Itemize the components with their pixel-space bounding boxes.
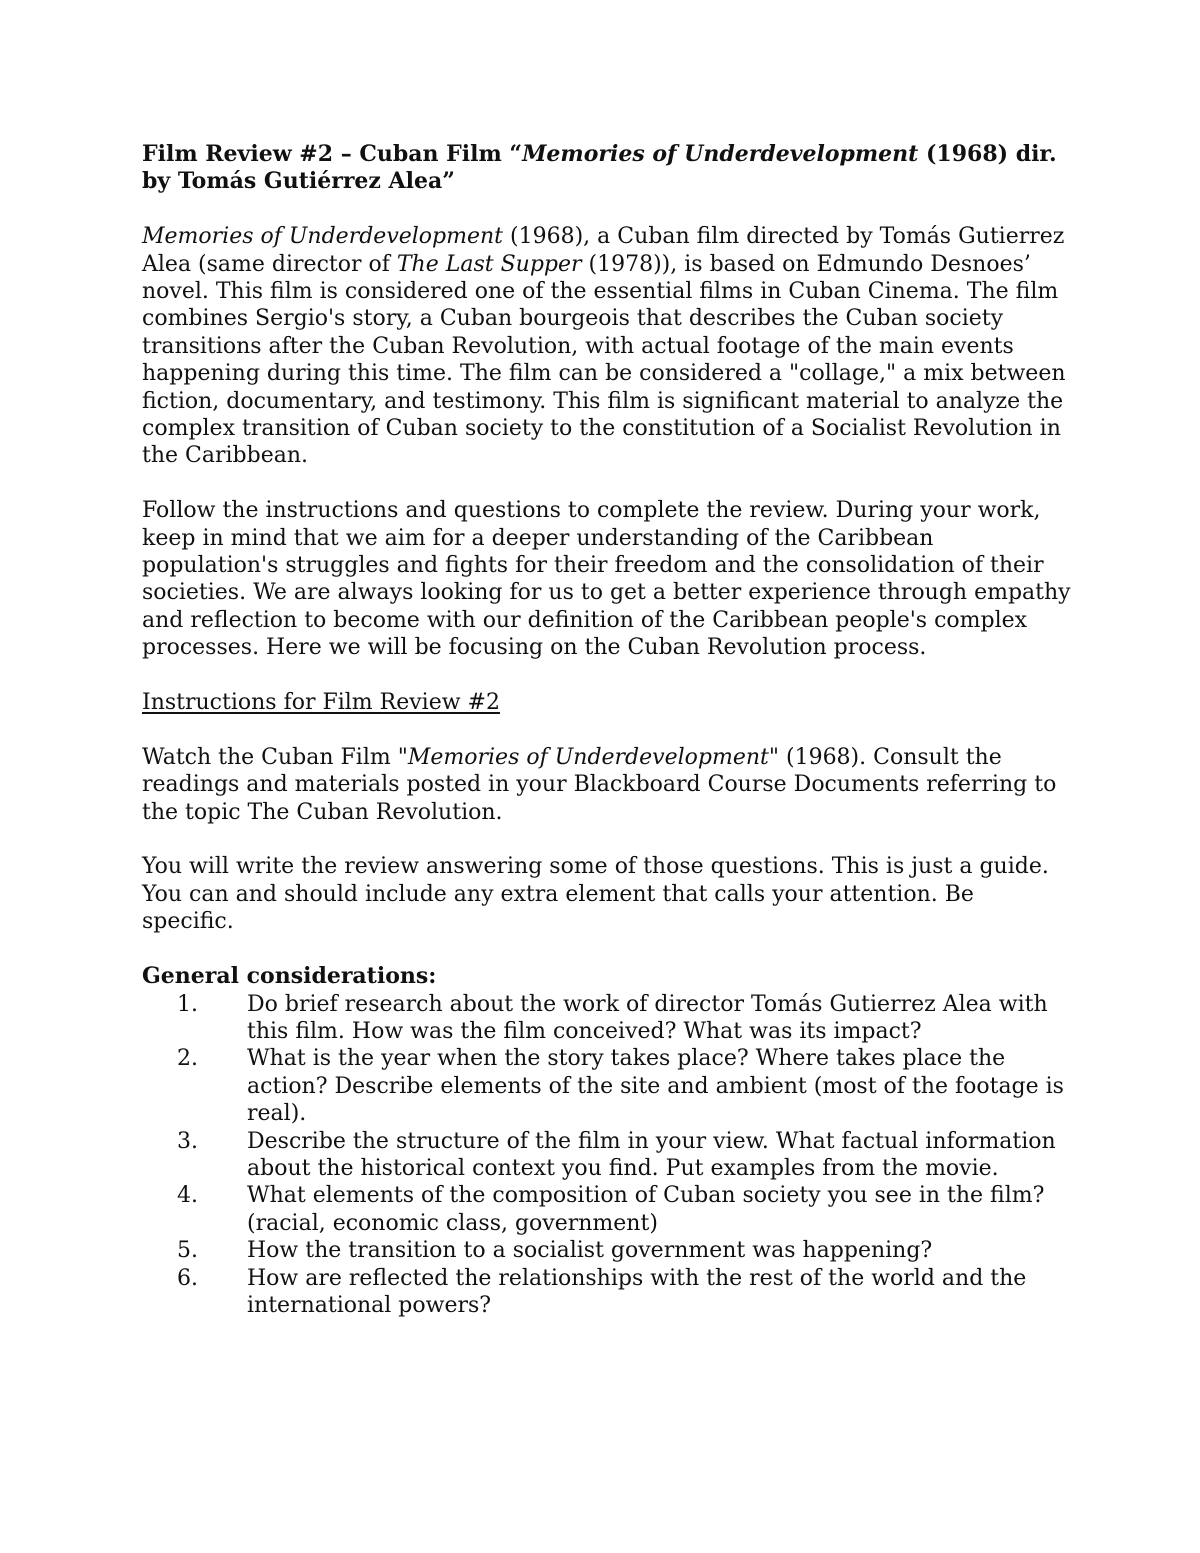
intro-paragraph (142, 223, 1072, 470)
document-title (142, 141, 1072, 196)
watch-film-name: Memories of Underdevelopment (407, 744, 769, 770)
list-item-text: Do brief research about the work of director Tomás Gutierrez Alea with this film. How was the film conceived? What was its impact? (247, 991, 1048, 1044)
intro-text-2: (1978)), is based on Edmundo Desnoes’ novel. This film is considered one of the essential films in Cuban Cinema. The film combines Sergio's story, a Cuban bourgeois that describes the Cuban society transitions after the Cuban Revolution, with actual footage of the main events happening during this time. The film can be considered a "collage," a mix between fiction, documentary, and testimony. This film is significant material to analyze the complex transition of Cuban society to the constitution of a Socialist Revolution in the Caribbean. (142, 251, 1066, 469)
list-item-text: Describe the structure of the film in your view. What factual information about the historical context you find. Put examples from the movie. (247, 1128, 1056, 1181)
list-item (142, 1128, 1072, 1183)
watch-text-2: " (1968). Consult the readings and materials posted in your Blackboard Course Documents referring to the topic The Cuban Revolution. (142, 744, 1057, 825)
watch-paragraph (142, 744, 1072, 826)
title-text-1: Film Review #2 – Cuban Film “ (142, 141, 523, 167)
list-item-text: How the transition to a socialist government was happening? (247, 1238, 933, 1264)
list-item (142, 1237, 1072, 1264)
list-item-number: 4. (177, 1183, 198, 1209)
list-item-number: 5. (177, 1238, 198, 1264)
title-text-2: (1968) dir. by Tomás Gutiérrez Alea” (142, 141, 1057, 195)
watch-text-1: Watch the Cuban Film " (142, 744, 408, 770)
list-item-text: How are reflected the relationships with the rest of the world and the international powers? (247, 1265, 1027, 1318)
list-item (142, 1182, 1072, 1237)
follow-paragraph: Follow the instructions and questions to complete the review. During your work, keep in mind that we aim for a deeper understanding of the Caribbean population's struggles and fights for their freedom and the consolidation of their societies. We are always looking for us to get a better experience through empathy and reflection to become with our definition of the Caribbean people's complex processes. Here we will be focusing on the Cuban Revolution process. (142, 498, 1071, 661)
list-item (142, 1045, 1072, 1127)
document-page (142, 141, 1072, 1319)
write-paragraph: You will write the review answering some of those questions. This is just a guide. You can and should include any extra element that calls your attention. Be specific. (142, 854, 1049, 935)
intro-text-1: (1968), a Cuban film directed by Tomás Gutierrez Alea (same director of (142, 224, 1065, 277)
list-item-number: 1. (177, 991, 198, 1017)
list-item-number: 2. (177, 1046, 198, 1072)
list-item-number: 6. (177, 1265, 198, 1291)
intro-film-name: Memories of Underdevelopment (142, 224, 504, 250)
questions-list (142, 991, 1072, 1320)
list-item-number: 3. (177, 1128, 198, 1154)
general-considerations-heading: General considerations: (142, 963, 437, 990)
title-film-name: Memories of Underdevelopment (522, 141, 919, 167)
list-item-text: What elements of the composition of Cuban society you see in the film? (racial, economic class, government) (247, 1183, 1045, 1236)
instructions-heading: Instructions for Film Review #2 (142, 690, 500, 716)
intro-other-film-name: The Last Supper (396, 251, 582, 277)
list-item (142, 1265, 1072, 1320)
list-item (142, 991, 1072, 1046)
list-item-text: What is the year when the story takes place? Where takes place the action? Describe elements of the site and ambient (most of the footage is real). (247, 1046, 1064, 1127)
